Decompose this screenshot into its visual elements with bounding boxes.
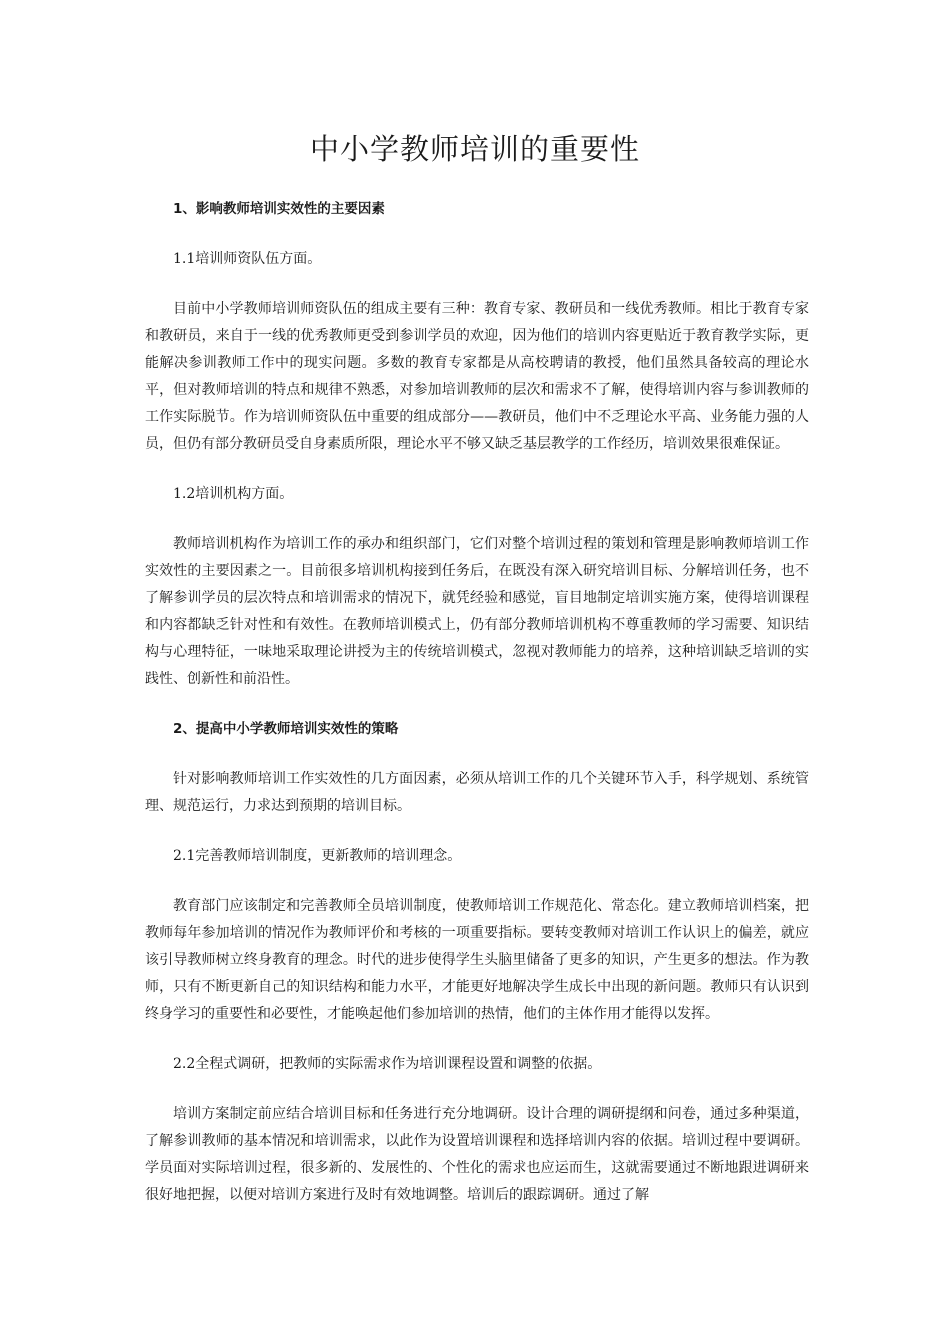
paragraph-2-intro: 针对影响教师培训工作实效性的几方面因素，必须从培训工作的几个关键环节入手，科学规划、系统管理、规范运行，力求达到预期的培训目标。 bbox=[145, 771, 809, 814]
paragraph-1-2: 教师培训机构作为培训工作的承办和组织部门，它们对整个培训过程的策划和管理是影响教师培训工作实效性的主要因素之一。目前很多培训机构接到任务后，在既没有深入研究培训目标、分解培训任务，也不了解参训学员的层次特点和培训需求的情况下，就凭经验和感觉，盲目地制定培训实施方案，使得培训课程和内容都缺乏针对性和有效性。在教师培训模式上，仍有部分教师培训机构不尊重教师的学习需要、知识结构与心理特征，一味地采取理论讲授为主的传统培训模式，忽视对教师能力的培养，这种培训缺乏培训的实践性、创新性和前沿性。 bbox=[145, 536, 809, 687]
document-body bbox=[145, 196, 809, 1209]
paragraph-2-2: 培训方案制定前应结合培训目标和任务进行充分地调研。设计合理的调研提纲和问卷，通过多种渠道，了解参训教师的基本情况和培训需求，以此作为设置培训课程和选择培训内容的依据。培训过程中要调研。学员面对实际培训过程，很多新的、发展性的、个性化的需求也应运而生，这就需要通过不断地跟进调研来很好地把握，以便对培训方案进行及时有效地调整。培训后的跟踪调研。通过了解 bbox=[145, 1106, 809, 1203]
subsection-heading-2-1: 2.1完善教师培训制度，更新教师的培训理念。 bbox=[173, 848, 462, 864]
document-title: 中小学教师培训的重要性 bbox=[309, 132, 640, 166]
section-heading-1: 1、影响教师培训实效性的主要因素 bbox=[173, 201, 385, 217]
subsection-heading-2-2: 2.2全程式调研，把教师的实际需求作为培训课程设置和调整的依据。 bbox=[173, 1056, 602, 1072]
subsection-heading-1-2: 1.2培训机构方面。 bbox=[173, 486, 294, 502]
paragraph-1-1: 目前中小学教师培训师资队伍的组成主要有三种：教育专家、教研员和一线优秀教师。相比于教育专家和教研员，来自于一线的优秀教师更受到参训学员的欢迎，因为他们的培训内容更贴近于教育教学实际，更能解决参训教师工作中的现实问题。多数的教育专家都是从高校聘请的教授，他们虽然具备较高的理论水平，但对教师培训的特点和规律不熟悉，对参加培训教师的层次和需求不了解，使得培训内容与参训教师的工作实际脱节。作为培训师资队伍中重要的组成部分——教研员，他们中不乏理论水平高、业务能力强的人员，但仍有部分教研员受自身素质所限，理论水平不够又缺乏基层教学的工作经历，培训效果很难保证。 bbox=[145, 301, 809, 452]
subsection-heading-1-1: 1.1培训师资队伍方面。 bbox=[173, 251, 322, 267]
paragraph-2-1: 教育部门应该制定和完善教师全员培训制度，使教师培训工作规范化、常态化。建立教师培训档案，把教师每年参加培训的情况作为教师评价和考核的一项重要指标。要转变教师对培训工作认识上的偏差，就应该引导教师树立终身教育的理念。时代的进步使得学生头脑里储备了更多的知识，产生更多的想法。作为教师，只有不断更新自己的知识结构和能力水平，才能更好地解决学生成长中出现的新问题。教师只有认识到终身学习的重要性和必要性，才能唤起他们参加培训的热情，他们的主体作用才能得以发挥。 bbox=[145, 898, 809, 1022]
section-heading-2: 2、提高中小学教师培训实效性的策略 bbox=[173, 721, 399, 737]
